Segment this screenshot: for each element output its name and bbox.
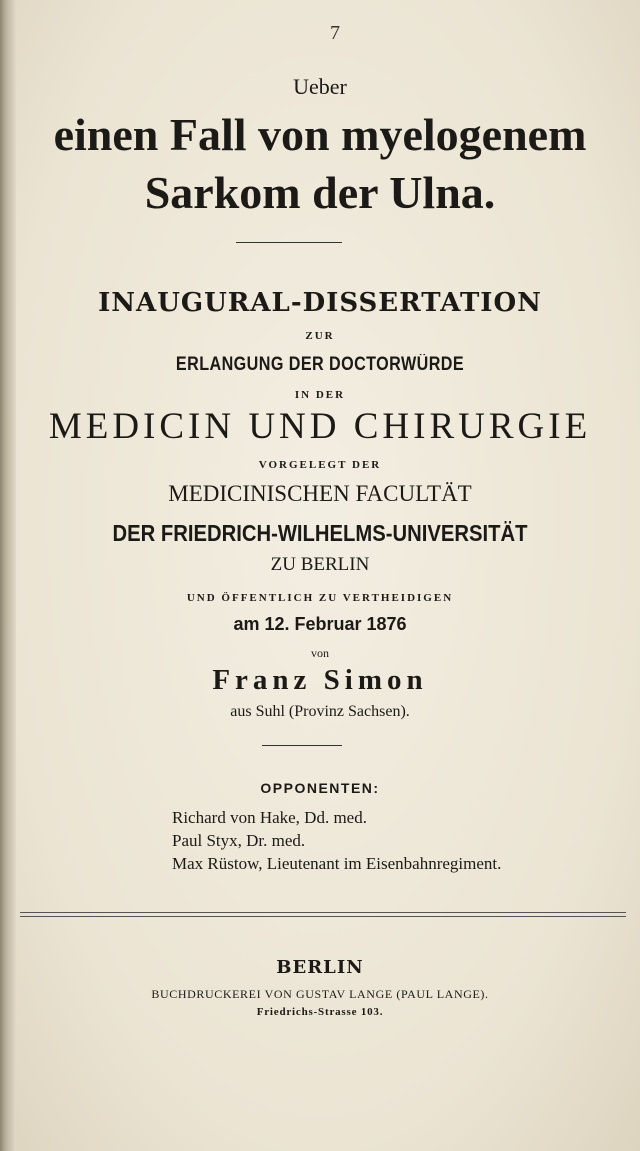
field-of-study: MEDICIN UND CHIRURGIE xyxy=(48,406,592,447)
vorgelegt-label: VORGELEGT DER xyxy=(258,459,382,471)
degree-purpose: ERLANGUNG DER DOCTORWÜRDE xyxy=(175,354,465,375)
defence-date: am 12. Februar 1876 xyxy=(233,614,407,634)
opponent-item: Richard von Hake, Dd. med. xyxy=(172,808,367,827)
printer-name: BUCHDRUCKEREI VON GUSTAV LANGE (PAUL LANGE). xyxy=(151,987,489,1001)
opponents-heading: OPPONENTEN: xyxy=(260,780,380,796)
author-divider xyxy=(262,745,342,746)
imprint-divider xyxy=(20,912,626,917)
author-name: Franz Simon xyxy=(212,664,428,696)
title-line-2: Sarkom der Ulna. xyxy=(144,167,496,218)
zur-label: ZUR xyxy=(305,330,335,342)
title-line-1: einen Fall von myelogenem xyxy=(53,109,587,160)
opponents-list xyxy=(172,806,501,875)
university-name: DER FRIEDRICH-WILHELMS-UNIVERSITÄT xyxy=(112,520,528,546)
author-origin: aus Suhl (Provinz Sachsen). xyxy=(230,703,410,720)
printer-address: Friedrichs-Strasse 103. xyxy=(256,1006,384,1018)
opponent-item: Paul Styx, Dr. med. xyxy=(172,831,306,850)
von-label: von xyxy=(311,646,329,660)
preposition: Ueber xyxy=(293,74,347,99)
imprint-city: BERLIN xyxy=(276,957,364,978)
opponent-item: Max Rüstow, Lieutenant im Eisenbahnregiment. xyxy=(172,854,502,873)
in-der-label: IN DER xyxy=(294,389,346,401)
page-mark: 7 xyxy=(330,22,340,44)
faculty-name: MEDICINISCHEN FACULTÄT xyxy=(168,481,472,506)
university-city: ZU BERLIN xyxy=(270,554,370,575)
defence-label: UND ÖFFENTLICH ZU VERTHEIDIGEN xyxy=(186,592,454,604)
title-divider xyxy=(236,242,342,243)
dissertation-type: INAUGURAL-DISSERTATION xyxy=(98,288,542,318)
